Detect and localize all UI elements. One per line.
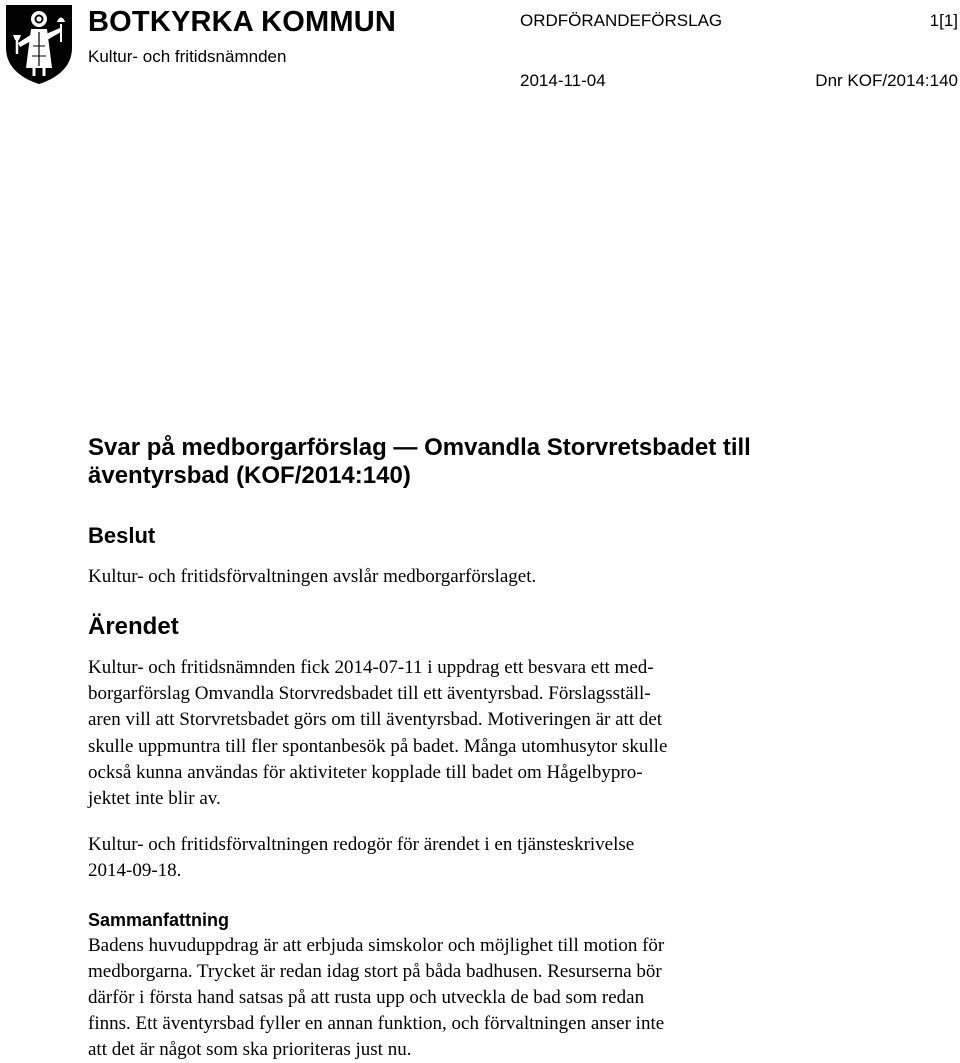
- org-unit: Kultur- och fritidsnämnden: [88, 47, 287, 66]
- section-heading-arendet: Ärendet: [88, 613, 179, 640]
- document-type: ORDFÖRANDEFÖRSLAG: [520, 11, 723, 30]
- text-line: medborgarna. Trycket är redan idag stort på båda badhusen. Resurserna bör: [88, 961, 662, 982]
- text-line: borgarförslag Omvandla Storvredsbadet till ett äventyrsbad. Förslagsställ-: [88, 683, 651, 705]
- arendet-paragraph: [88, 832, 948, 884]
- text-line: Badens huvuduppdrag är att erbjuda simskolor och möjlighet till motion för: [88, 935, 665, 956]
- page-number: 1[1]: [929, 11, 958, 30]
- text-line: att det är något som ska prioriteras just nu.: [88, 1039, 412, 1060]
- document-title: [88, 434, 928, 490]
- document-date: 2014-11-04: [520, 71, 606, 90]
- title-line: Svar på medborgarförslag — Omvandla Storvretsbadet till: [88, 434, 751, 461]
- coat-of-arms-icon: [3, 2, 75, 86]
- text-line: 2014-09-18.: [88, 860, 182, 881]
- title-line: äventyrsbad (KOF/2014:140): [88, 462, 411, 489]
- document-dnr: Dnr KOF/2014:140: [815, 71, 958, 90]
- org-name: BOTKYRKA KOMMUN: [88, 6, 397, 38]
- arendet-paragraph: [88, 655, 948, 812]
- sammanfattning-paragraph: [88, 933, 948, 1063]
- beslut-text: Kultur- och fritidsförvaltningen avslår medborgarförslaget.: [88, 566, 537, 587]
- text-line: också kunna användas för aktiviteter kopplade till badet om Hågelbypro-: [88, 761, 643, 783]
- section-heading-sammanfattning: Sammanfattning: [88, 910, 230, 930]
- text-line: aren vill att Storvretsbadet görs om till äventyrsbad. Motiveringen är att det: [88, 709, 663, 731]
- text-line: skulle uppmuntra till fler spontanbesök på badet. Många utomhusytor skulle: [88, 735, 668, 757]
- text-line: därför i första hand satsas på att rusta upp och utveckla de bad som redan: [88, 987, 645, 1008]
- text-line: Kultur- och fritidsförvaltningen redogör för ärendet i en tjänsteskrivelse: [88, 834, 635, 855]
- text-line: jektet inte blir av.: [88, 788, 221, 810]
- section-heading-beslut: Beslut: [88, 523, 156, 548]
- text-line: finns. Ett äventyrsbad fyller en annan funktion, och förvaltningen anser inte: [88, 1013, 665, 1034]
- text-line: Kultur- och fritidsnämnden fick 2014-07-11 i uppdrag ett besvara ett med-: [88, 657, 654, 678]
